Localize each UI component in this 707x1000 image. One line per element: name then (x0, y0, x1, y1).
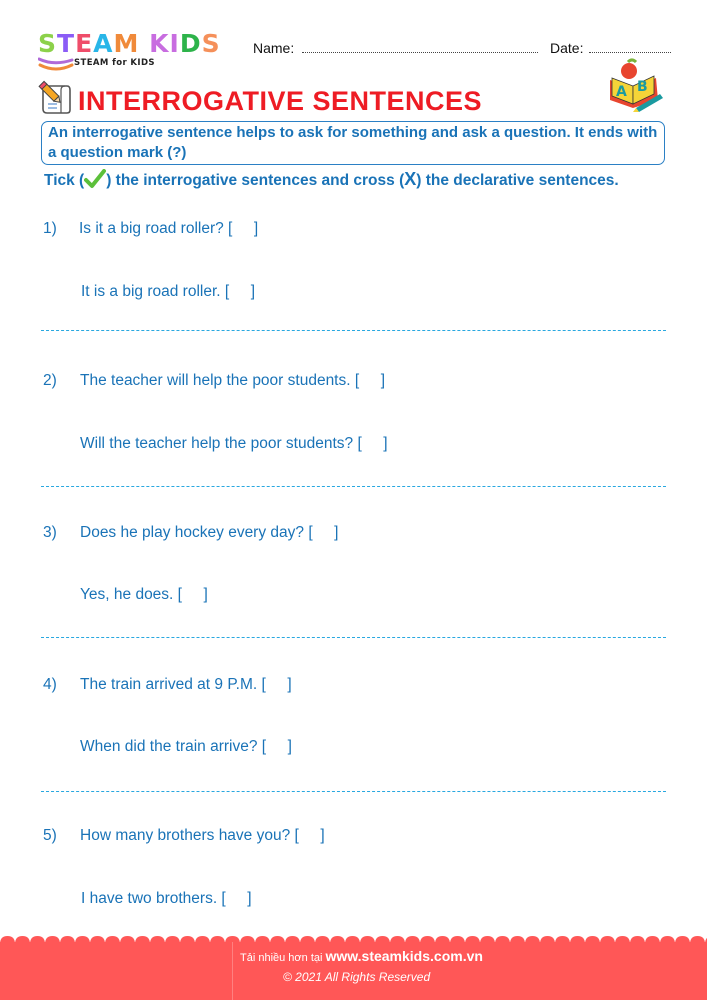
website-link[interactable]: www.steamkids.com.vn (325, 948, 483, 964)
green-checkmark-icon (84, 169, 106, 189)
sentence-b[interactable]: Will the teacher help the poor students? [ ] (80, 435, 388, 452)
steam-kids-logo (38, 30, 238, 75)
logo-tagline: STEAM for KIDS (74, 58, 155, 68)
question-number: 5) (43, 827, 57, 844)
svg-text:B: B (637, 79, 648, 95)
sentence-b[interactable]: I have two brothers. [ ] (81, 890, 252, 907)
question-number: 3) (43, 524, 57, 541)
name-input-line[interactable] (302, 52, 538, 53)
footer-download-text: Tải nhiều hơn tại www.steamkids.com.vn (240, 948, 483, 964)
definition-box: An interrogative sentence helps to ask for something and ask a question. It ends with a question mark (?) (41, 121, 665, 165)
divider (41, 330, 666, 331)
scallop-edge (0, 934, 707, 944)
footer (0, 942, 707, 1000)
question-number: 1) (43, 220, 57, 237)
sentence-a[interactable]: Is it a big road roller? [ ] (79, 220, 259, 237)
sentence-b[interactable]: Yes, he does. [ ] (80, 586, 208, 603)
divider (41, 486, 666, 487)
question-number: 2) (43, 372, 57, 389)
sentence-a[interactable]: Does he play hockey every day? [ ] (80, 524, 339, 541)
apple-abc-book-icon (606, 58, 666, 112)
sentence-b[interactable]: It is a big road roller. [ ] (81, 283, 256, 300)
date-label: Date: (550, 40, 584, 56)
page-title: INTERROGATIVE SENTENCES (78, 86, 483, 116)
sentence-a[interactable]: How many brothers have you? [ ] (80, 827, 325, 844)
sentence-a[interactable]: The teacher will help the poor students. [ ] (80, 372, 385, 389)
svg-text:A: A (616, 84, 627, 100)
divider (41, 791, 666, 792)
question-number: 4) (43, 676, 57, 693)
copyright-text: © 2021 All Rights Reserved (283, 970, 431, 984)
footer-divider (232, 942, 233, 1000)
sentence-b[interactable]: When did the train arrive? [ ] (80, 738, 292, 755)
date-input-line[interactable] (589, 52, 671, 53)
logo-swoosh-icon (38, 56, 74, 74)
sentence-a[interactable]: The train arrived at 9 P.M. [ ] (80, 676, 292, 693)
logo-title: STEAM KIDS (38, 29, 221, 58)
pencil-paper-icon (37, 80, 73, 116)
cross-mark: X (404, 169, 417, 189)
instruction-text: Tick ( ) the interrogative sentences and cross (X) the declarative sentences. (44, 169, 619, 189)
name-label: Name: (253, 40, 295, 56)
divider (41, 637, 666, 638)
